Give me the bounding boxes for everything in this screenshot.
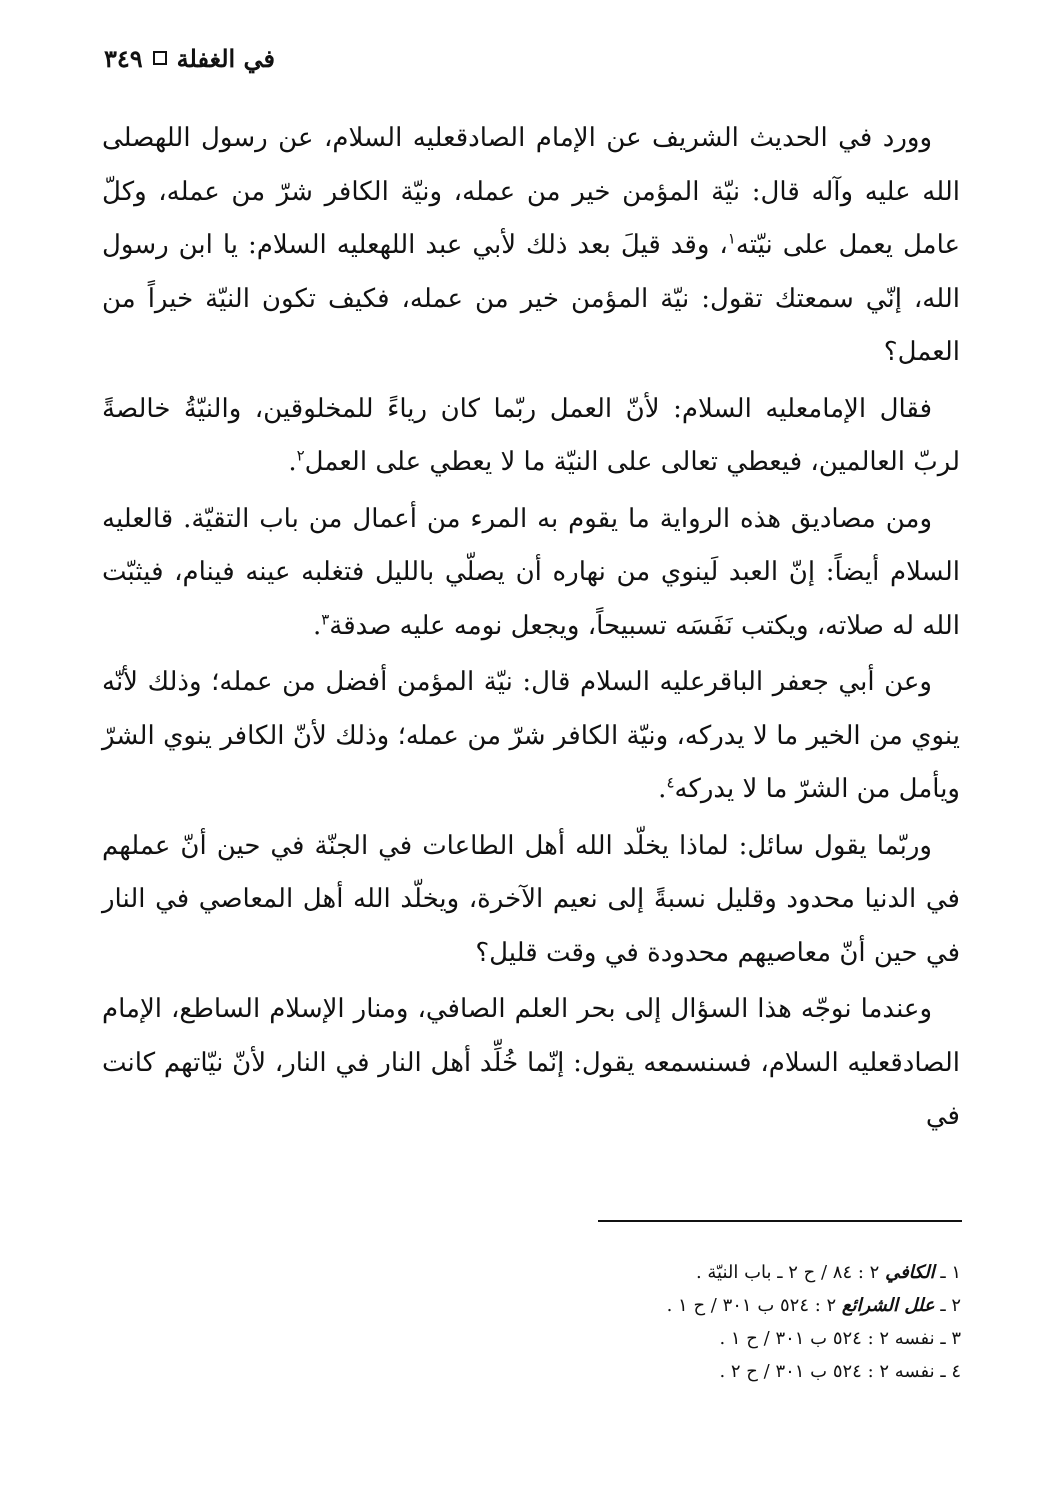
footnote-reference: نفسه ٢ : ٥٢٤ ب ٣٠١ / ح ٢ .: [719, 1361, 935, 1382]
paragraph-text: فقال الإمامعليه السلام: لأنّ العمل ربّما كان رياءً للمخلوقين، والنيّةُ خالصةً لربّ العالمين، فيعطي تعالى على النيّة ما لا يعطي على العمل: [102, 393, 960, 477]
paragraph-text: وربّما يقول سائل: لماذا يخلّد الله أهل الطاعات في الجنّة في حين أنّ عملهم في الدنيا محدود وقليل نسبةً إلى نعيم الآخرة، ويخلّد الله أهل المعاصي في النار في حين أنّ معاصيهم محدودة في وقت قليل؟: [102, 830, 960, 968]
footnote-number: ٣ ـ: [940, 1328, 961, 1349]
header-title: في الغفلة: [176, 43, 275, 73]
footnote-ref[interactable]: ٢: [296, 446, 305, 465]
footnote-item: [541, 1322, 961, 1355]
running-header: [80, 38, 275, 78]
footnote-reference: ٢ : ٥٢٤ ب ٣٠١ / ح ١ .: [666, 1295, 837, 1316]
footnote-number: ٢ ـ: [940, 1295, 961, 1316]
footnote-source: الكافي: [885, 1262, 935, 1283]
paragraph: [102, 656, 960, 817]
footnote-reference: ٢ : ٨٤ / ح ٢ ـ باب النيّة .: [695, 1262, 880, 1283]
square-ornament-icon: [153, 51, 167, 65]
paragraph: [102, 112, 960, 380]
main-text: [102, 112, 960, 1147]
footnote-reference: نفسه ٢ : ٥٢٤ ب ٣٠١ / ح ١ .: [719, 1328, 935, 1349]
footnote-number: ١ ـ: [940, 1262, 961, 1283]
paragraph: [102, 983, 960, 1144]
footnote-number: ٤ ـ: [940, 1361, 961, 1382]
footnote-ref[interactable]: ١: [727, 229, 736, 248]
footnote-item: [541, 1256, 961, 1289]
paragraph: [102, 820, 960, 981]
paragraph-tail: ، وقد قيلَ بعد ذلك لأبي عبد اللهعليه السلام: يا ابن رسول الله، إنّي سمعتك تقول: نيّة المؤمن خير من عمله، فكيف تكون النيّة خيراً من العمل؟: [102, 230, 960, 367]
paragraph-text: وورد في الحديث الشريف عن الإمام الصادقعليه السلام، عن رسول اللهصلى الله عليه وآله قال: نيّة المؤمن خير من عمله، ونيّة الكافر شرّ من عمله، وكلّ عامل يعمل على نيّته: [102, 123, 961, 260]
footnote-item: [541, 1355, 961, 1388]
page-number: ٣٤٩: [103, 43, 143, 73]
footnote-ref[interactable]: ٣: [321, 609, 330, 628]
paragraph: [102, 493, 960, 654]
paragraph-text: وعندما نوجّه هذا السؤال إلى بحر العلم الصافي، ومنار الإسلام الساطع، الإمام الصادقعليه السلام، فسنسمعه يقول: إنّما خُلِّد أهل النار في النار، لأنّ نيّاتهم كانت في: [102, 994, 960, 1131]
paragraph-text: وعن أبي جعفر الباقرعليه السلام قال: نيّة المؤمن أفضل من عمله؛ وذلك لأنّه ينوي من الخير ما لا يدركه، ونيّة الكافر شرّ من عمله؛ وذلك لأنّ الكافر ينوي الشرّ ويأمل من الشرّ ما لا يدركه: [102, 667, 960, 804]
paragraph-tail: .: [312, 610, 322, 641]
footnote-source: علل الشرائع: [841, 1295, 935, 1316]
paragraph-text: ومن مصاديق هذه الرواية ما يقوم به المرء من أعمال من باب التقيّة. قالعليه السلام أيضاً: إنّ العبد لَينوي من نهاره أن يصلّي بالليل فتغلبه عينه فينام، فيثبّت الله له صلاته، ويكتب نَفَسَه تسبيحاً، ويجعل نومه عليه صدقة: [102, 503, 960, 641]
footnote-item: [541, 1289, 961, 1322]
footnote-ref[interactable]: ٤: [666, 773, 675, 792]
paragraph-tail: .: [658, 774, 667, 804]
footnote-divider: [598, 1220, 962, 1222]
footnotes: [541, 1256, 961, 1388]
paragraph: [102, 383, 960, 490]
paragraph-tail: .: [288, 447, 297, 477]
